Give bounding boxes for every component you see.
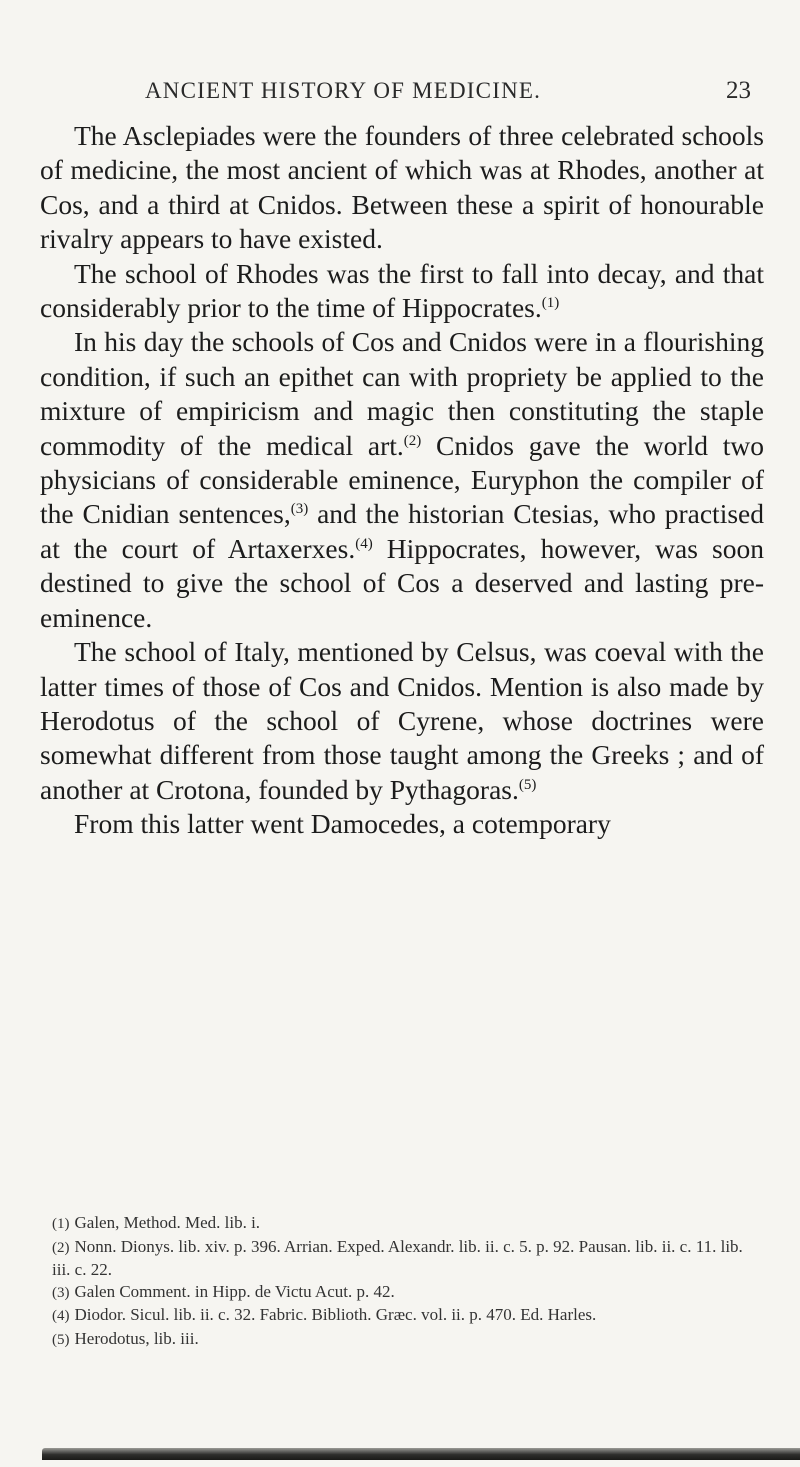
- footnote-5: [52, 1328, 764, 1352]
- paragraph-5: From this latter went Damocedes, a cotemporary: [74, 808, 611, 840]
- footnote-text: Galen, Method. Med. lib. i.: [74, 1213, 261, 1232]
- running-head: [0, 78, 800, 108]
- footnote-mark: (5): [52, 1331, 70, 1348]
- page-number: 23: [726, 77, 751, 104]
- footnote-1: [52, 1212, 764, 1236]
- footnote-ref-4[interactable]: (4): [355, 535, 373, 552]
- page-bottom-edge: [42, 1448, 800, 1460]
- footnote-3: [52, 1281, 764, 1305]
- footnote-ref-2[interactable]: (2): [403, 432, 422, 449]
- paragraph-2: The school of Rhodes was the first to fall into decay, and that considerably prior to the time of Hippocrates.$^{(1)}$: [40, 257, 764, 324]
- footnote-text: Herodotus, lib. iii.: [74, 1328, 199, 1348]
- paragraph-4: The school of Italy, mentioned by Celsus, was coeval with the latter times of those of Cos and Cnidos. Mention is also made by Herodotus of the school of Cyrene, whose doctrines were somewhat different from those taught among the Greeks ; and of another at Crotona, founded by Pythagoras.$^{(5)}$: [40, 636, 764, 805]
- body-text: [40, 119, 764, 842]
- footnote-text: Diodor. Sicul. lib. ii. c. 32. Fabric. Biblioth. Græc. vol. ii. p. 470. Ed. Harles.: [74, 1305, 597, 1324]
- footnote-2: [52, 1236, 764, 1281]
- footnote-mark: (3): [52, 1284, 70, 1301]
- footnote-mark: (4): [52, 1308, 70, 1324]
- footnotes: [52, 1212, 764, 1351]
- footnote-mark: (2): [52, 1239, 70, 1256]
- footnote-4: [52, 1304, 764, 1328]
- footnote-text: Galen Comment. in Hipp. de Victu Acut. p. 42.: [74, 1281, 395, 1301]
- paragraph-1: The Asclepiades were the founders of three celebrated schools of medicine, the most ancient of which was at Rhodes, another at Cos, and a third at Cnidos. Between these a spirit of honourable rivalry appears to have existed.: [40, 120, 764, 255]
- footnote-ref-1[interactable]: (1): [541, 295, 560, 312]
- footnote-ref-5[interactable]: (5): [518, 776, 537, 793]
- paragraph-3: In his day the schools of Cos and Cnidos were in a flourishing condition, if such an epithet can with propriety be applied to the mixture of empiricism and magic then constituting the staple commodity of the medical art.$^{(2)}$ Cnidos gave the world two physicians of considerable eminence, Euryphon the compiler of the Cnidian sentences,$^{(3)}$ and the historian Ctesias, who practised at the court of Artaxerxes.$^{(4)}$ Hippocrates, however, was soon destined to give the school of Cos a deserved and lasting pre-eminence.: [40, 326, 764, 633]
- footnote-mark: (1): [52, 1216, 70, 1232]
- running-title: ANCIENT HISTORY OF MEDICINE.: [145, 78, 542, 103]
- footnote-ref-3[interactable]: (3): [290, 501, 309, 518]
- footnote-text: Nonn. Dionys. lib. xiv. p. 396. Arrian. Exped. Alexandr. lib. ii. c. 5. p. 92. Pausan. lib. ii. c. 11. lib. iii. c. 22.: [52, 1236, 743, 1279]
